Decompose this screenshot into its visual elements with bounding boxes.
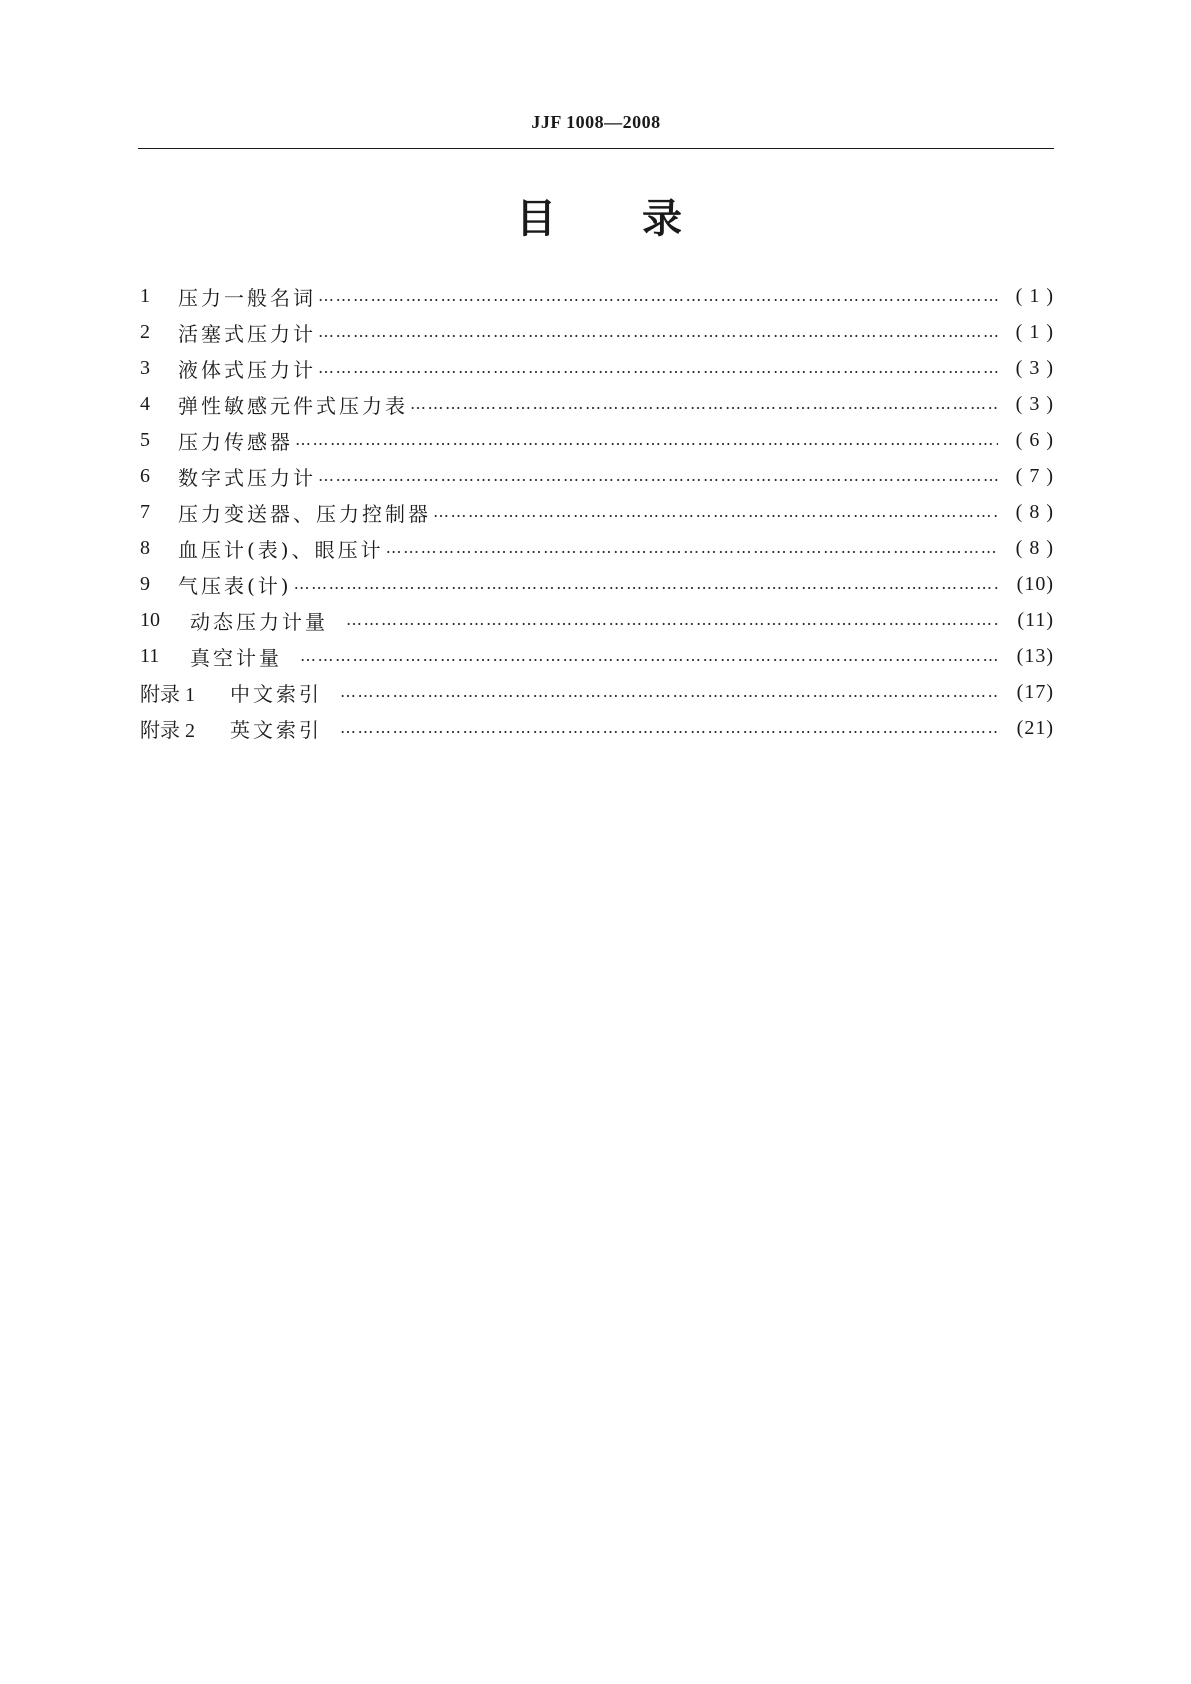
toc-number: 6 <box>140 464 150 487</box>
toc-leader-dots <box>386 536 998 560</box>
toc-number: 附录 1 <box>140 683 195 706</box>
toc-entry-10[interactable] <box>140 602 1054 638</box>
toc-entry-appendix-1[interactable] <box>140 674 1054 710</box>
title-char-2: 录 <box>642 196 682 242</box>
toc-page-number: ( 3 ) <box>1015 392 1054 415</box>
toc-page-number: ( 8 ) <box>1015 500 1054 523</box>
toc-number: 10 <box>140 608 160 631</box>
toc-title: 真空计量 <box>190 645 282 670</box>
toc-entry-5[interactable] <box>140 422 1054 458</box>
toc-title: 数字式压力计 <box>178 465 316 490</box>
toc-page-number: ( 7 ) <box>1015 464 1054 487</box>
toc-entry-9[interactable] <box>140 566 1054 602</box>
toc-leader-dots <box>318 464 998 488</box>
toc-entry-3[interactable] <box>140 350 1054 386</box>
header-rule <box>138 148 1054 149</box>
toc-leader-dots <box>433 500 998 524</box>
toc-page-number: ( 1 ) <box>1015 284 1054 307</box>
toc-title: 压力变送器、压力控制器 <box>178 501 431 526</box>
toc-leader-dots <box>340 680 998 704</box>
toc-page-number: (13) <box>1016 644 1054 667</box>
toc-leader-dots <box>410 392 998 416</box>
toc-entry-7[interactable] <box>140 494 1054 530</box>
toc-number: 4 <box>140 392 150 415</box>
document-code-header: JJF 1008—2008 <box>531 112 661 132</box>
toc-leader-dots <box>300 644 998 668</box>
toc-page-number: ( 6 ) <box>1015 428 1054 451</box>
toc-page-number: ( 8 ) <box>1015 536 1054 559</box>
page-title <box>138 194 1054 244</box>
toc-number: 5 <box>140 428 150 451</box>
toc-page-number: ( 3 ) <box>1015 356 1054 379</box>
toc-entry-appendix-2[interactable] <box>140 710 1054 746</box>
toc-number: 3 <box>140 356 150 379</box>
toc-leader-dots <box>318 284 998 308</box>
toc-page-number: (10) <box>1016 572 1054 595</box>
toc-entry-2[interactable] <box>140 314 1054 350</box>
toc-entry-1[interactable] <box>140 278 1054 314</box>
toc-page-number: (21) <box>1016 716 1054 739</box>
toc-title: 压力传感器 <box>178 429 293 454</box>
toc-entry-4[interactable] <box>140 386 1054 422</box>
toc-entry-6[interactable] <box>140 458 1054 494</box>
toc-number: 2 <box>140 320 150 343</box>
toc-number: 9 <box>140 572 150 595</box>
toc-leader-dots <box>340 716 998 740</box>
table-of-contents <box>140 278 1054 746</box>
toc-number: 11 <box>140 644 160 667</box>
toc-entry-8[interactable] <box>140 530 1054 566</box>
toc-page-number: ( 1 ) <box>1015 320 1054 343</box>
toc-leader-dots <box>295 428 998 452</box>
toc-leader-dots <box>346 608 998 632</box>
toc-title: 中文索引 <box>230 681 322 706</box>
toc-title: 气压表(计) <box>178 573 292 598</box>
toc-title: 活塞式压力计 <box>178 321 316 346</box>
toc-page-number: (11) <box>1017 608 1054 631</box>
toc-title: 液体式压力计 <box>178 357 316 382</box>
toc-title: 血压计(表)、眼压计 <box>178 537 384 562</box>
toc-number: 8 <box>140 536 150 559</box>
toc-title: 弹性敏感元件式压力表 <box>178 393 408 418</box>
toc-page-number: (17) <box>1016 680 1054 703</box>
toc-leader-dots <box>294 572 998 596</box>
toc-leader-dots <box>318 320 998 344</box>
toc-number: 1 <box>140 284 150 307</box>
toc-entry-11[interactable] <box>140 638 1054 674</box>
toc-title: 压力一般名词 <box>178 285 316 310</box>
toc-number: 7 <box>140 500 150 523</box>
title-char-1: 目 <box>516 196 556 242</box>
toc-number: 附录 2 <box>140 719 195 742</box>
toc-leader-dots <box>318 356 998 380</box>
toc-title: 英文索引 <box>230 717 322 742</box>
toc-title: 动态压力计量 <box>190 609 328 634</box>
